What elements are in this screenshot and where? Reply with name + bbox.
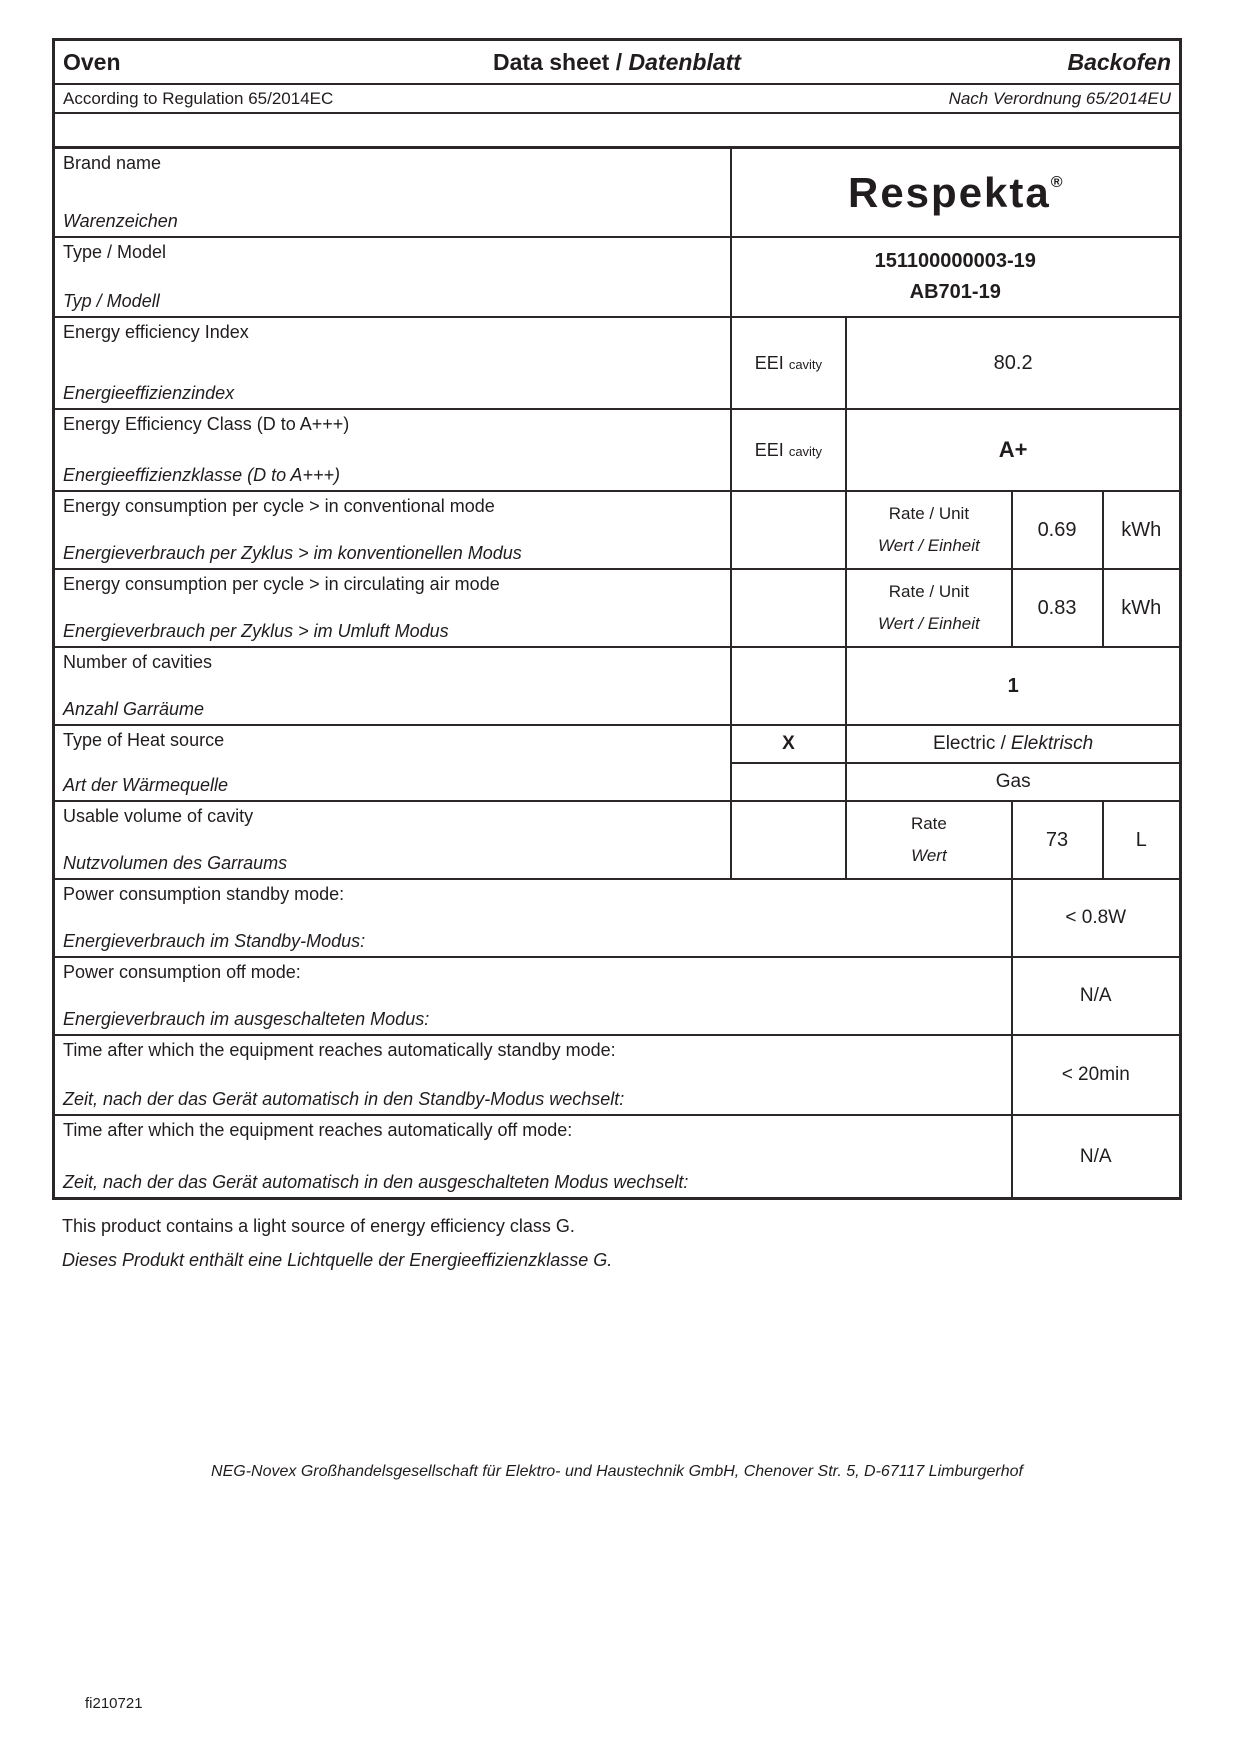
off-time-label-en: Time after which the equipment reaches automatically off mode:	[63, 1120, 573, 1140]
cons-conv-rate-en: Rate / Unit	[888, 503, 970, 523]
heat-label-en: Type of Heat source	[63, 730, 225, 750]
eei-index-label-de: Energieeffizienzindex	[63, 383, 235, 403]
row-brand	[55, 149, 1179, 237]
eei-class-label-cell	[55, 409, 731, 491]
eei-index-value: 80.2	[846, 317, 1179, 409]
spacer-row	[55, 114, 1179, 149]
eei-class-key-cell	[731, 409, 847, 491]
cons-conv-label-en: Energy consumption per cycle > in conventional mode	[63, 496, 495, 516]
light-source-note-de: Dieses Produkt enthält eine Lichtquelle der Energieeffizienzklasse G.	[62, 1250, 613, 1270]
cons-circ-empty-cell	[731, 569, 847, 647]
standby-time-label-cell	[55, 1035, 1012, 1115]
cons-conv-label-cell	[55, 491, 731, 569]
brand-label-de: Warenzeichen	[63, 211, 178, 231]
row-standby-power	[55, 879, 1179, 957]
standby-power-label-en: Power consumption standby mode:	[63, 884, 345, 904]
title-product-de: Backofen	[1067, 48, 1171, 75]
cavities-empty-cell	[731, 647, 847, 725]
title-datasheet-de: Datenblatt	[628, 48, 741, 75]
brand-logo-cell	[731, 149, 1179, 237]
datasheet-frame	[52, 38, 1182, 1200]
eei-class-value: A+	[846, 409, 1179, 491]
brand-logo: Respekta®	[847, 168, 1063, 216]
cons-circ-label-en: Energy consumption per cycle > in circulating air mode	[63, 574, 500, 594]
off-power-label-cell	[55, 957, 1012, 1035]
heat-electric-option	[846, 725, 1179, 763]
eei-index-label-en: Energy efficiency Index	[63, 322, 249, 342]
eei-index-label-cell	[55, 317, 731, 409]
eei-class-label-de: Energieeffizienzklasse (D to A+++)	[63, 465, 340, 485]
heat-label-de: Art der Wärmequelle	[63, 775, 229, 795]
volume-rate-en: Rate	[910, 813, 947, 833]
brand-label-cell	[55, 149, 731, 237]
row-consumption-circulating	[55, 569, 1179, 647]
eei-index-key-cell	[731, 317, 847, 409]
row-standby-time	[55, 1035, 1179, 1115]
title-product-en: Oven	[63, 48, 121, 75]
volume-label-de: Nutzvolumen des Garraums	[63, 853, 288, 873]
light-source-note-en: This product contains a light source of energy efficiency class G.	[62, 1216, 575, 1236]
title-center	[340, 49, 894, 76]
cons-conv-label-de: Energieverbrauch per Zyklus > im konventionellen Modus	[63, 543, 522, 563]
row-eei-index	[55, 317, 1179, 409]
cons-conv-value: 0.69	[1012, 491, 1103, 569]
model-value-cell	[731, 237, 1179, 317]
heat-gas-checkbox	[731, 763, 847, 801]
heat-electric-en: Electric /	[933, 733, 1006, 754]
cons-conv-empty-cell	[731, 491, 847, 569]
row-cavities	[55, 647, 1179, 725]
cavities-label-cell	[55, 647, 731, 725]
off-time-label-de: Zeit, nach der das Gerät automatisch in den ausgeschalteten Modus wechselt:	[63, 1172, 689, 1192]
model-label-cell	[55, 237, 731, 317]
document-code: fi210721	[85, 1695, 143, 1712]
eei-class-label-en: Energy Efficiency Class (D to A+++)	[63, 414, 350, 434]
off-time-label-cell	[55, 1115, 1012, 1197]
row-volume	[55, 801, 1179, 879]
volume-rate-de: Wert	[911, 846, 947, 865]
row-model	[55, 237, 1179, 317]
row-consumption-conventional	[55, 491, 1179, 569]
cons-circ-rate-de: Wert / Einheit	[878, 614, 980, 633]
row-off-time	[55, 1115, 1179, 1197]
light-source-note	[62, 1216, 1182, 1271]
regulation-band	[55, 85, 1179, 114]
eei-class-key-sub: cavity	[788, 443, 823, 459]
model-label-en: Type / Model	[63, 242, 167, 262]
row-eei-class	[55, 409, 1179, 491]
off-time-value: N/A	[1012, 1115, 1179, 1197]
standby-time-label-en: Time after which the equipment reaches automatically standby mode:	[63, 1040, 616, 1060]
cons-circ-value: 0.83	[1012, 569, 1103, 647]
eei-class-key: EEI	[754, 439, 784, 460]
model-name: AB701-19	[909, 281, 1001, 303]
cons-conv-unit: kWh	[1103, 491, 1179, 569]
cons-circ-unit: kWh	[1103, 569, 1179, 647]
standby-power-value: < 0.8W	[1012, 879, 1179, 957]
company-address: NEG-Novex Großhandelsgesellschaft für Elektro- und Haustechnik GmbH, Chenover Str. 5, D-67117 Limburgerhof	[211, 1463, 1023, 1480]
volume-label-cell	[55, 801, 731, 879]
off-power-label-en: Power consumption off mode:	[63, 962, 301, 982]
cons-circ-label-de: Energieverbrauch per Zyklus > im Umluft Modus	[63, 621, 449, 641]
standby-power-label-cell	[55, 879, 1012, 957]
cons-conv-rate-de: Wert / Einheit	[878, 536, 980, 555]
off-power-value: N/A	[1012, 957, 1179, 1035]
volume-rate-cell	[846, 801, 1011, 879]
model-label-de: Typ / Modell	[63, 291, 160, 311]
eei-index-key-sub: cavity	[788, 356, 823, 372]
cavities-label-de: Anzahl Garräume	[63, 699, 205, 719]
standby-time-label-de: Zeit, nach der das Gerät automatisch in den Standby-Modus wechselt:	[63, 1089, 625, 1109]
heat-gas-option: Gas	[846, 763, 1179, 801]
volume-unit: L	[1103, 801, 1179, 879]
registered-trademark-symbol: ®	[1050, 173, 1063, 191]
volume-empty-cell	[731, 801, 847, 879]
off-power-label-de: Energieverbrauch im ausgeschalteten Modus:	[63, 1009, 430, 1029]
heat-electric-checkbox: X	[731, 725, 847, 763]
row-heat-source-electric	[55, 725, 1179, 763]
standby-power-label-de: Energieverbrauch im Standby-Modus:	[63, 931, 366, 951]
cavities-value: 1	[846, 647, 1179, 725]
row-off-power	[55, 957, 1179, 1035]
volume-label-en: Usable volume of cavity	[63, 806, 254, 826]
cons-conv-rate-cell	[846, 491, 1011, 569]
title-datasheet-en: Data sheet /	[493, 48, 623, 75]
heat-label-cell	[55, 725, 731, 801]
cons-circ-label-cell	[55, 569, 731, 647]
volume-value: 73	[1012, 801, 1103, 879]
model-number: 151100000003-19	[874, 250, 1036, 272]
title-band	[55, 41, 1179, 85]
heat-electric-de: Elektrisch	[1010, 733, 1094, 754]
cavities-label-en: Number of cavities	[63, 652, 213, 672]
eei-index-key: EEI	[754, 352, 784, 373]
regulation-en: According to Regulation 65/2014EC	[63, 88, 334, 108]
cons-circ-rate-en: Rate / Unit	[888, 581, 970, 601]
datasheet-table	[55, 149, 1179, 1197]
standby-time-value: < 20min	[1012, 1035, 1179, 1115]
cons-circ-rate-cell	[846, 569, 1011, 647]
regulation-de: Nach Verordnung 65/2014EU	[948, 88, 1171, 108]
brand-label-en: Brand name	[63, 153, 162, 173]
